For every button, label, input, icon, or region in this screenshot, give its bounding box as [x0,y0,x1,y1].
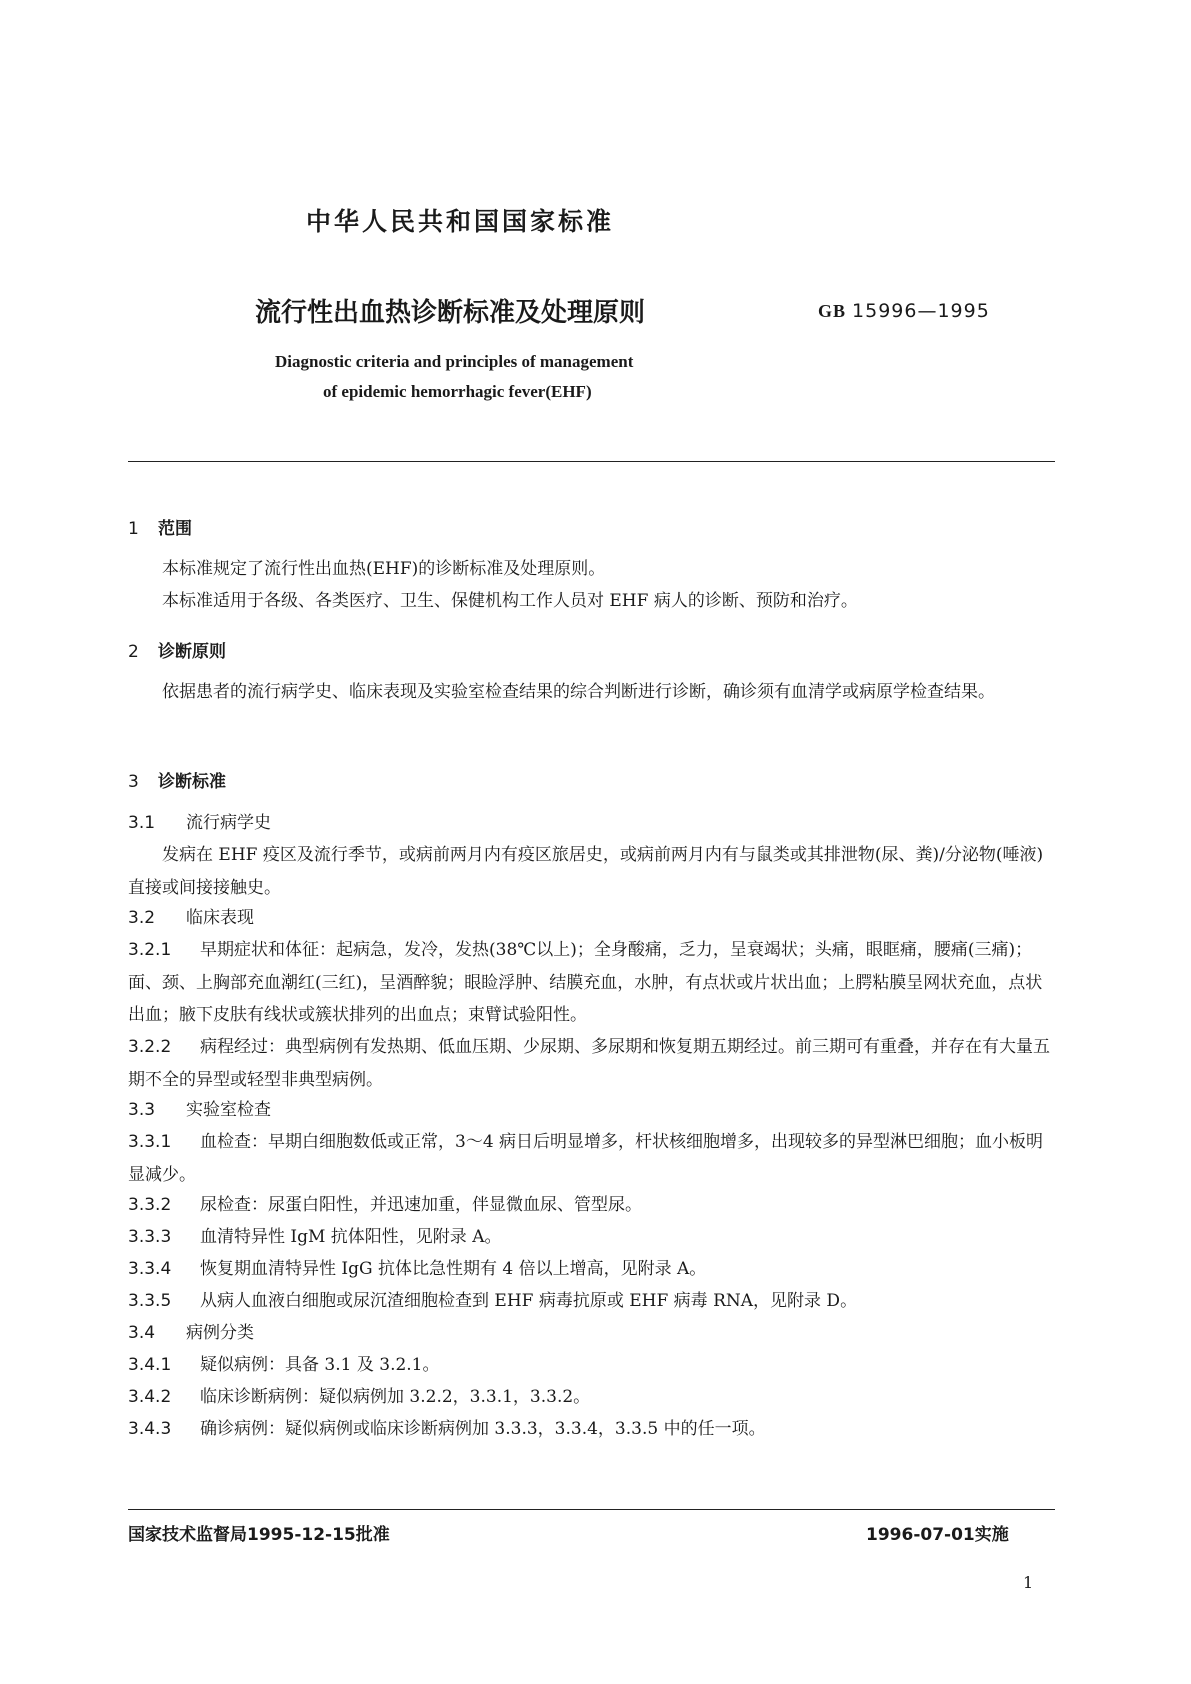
section-2-heading [128,637,226,662]
subsection-3-1-text: 发病在 EHF 疫区及流行季节，或病前两月内有疫区旅居史，或病前两月内有与鼠类或其排泄物(尿、粪)/分泌物(唾液)直接或间接接触史。 [128,845,1044,898]
english-title-line-2: of epidemic hemorrhagic fever(EHF) [323,382,592,401]
item-3-3-3 [128,1222,502,1247]
country-standard-heading: 中华人民共和国国家标准 [306,207,615,236]
item-text: 疑似病例：具备 3.1 及 3.2.1。 [200,1355,440,1375]
subsection-title: 实验室检查 [186,1100,271,1120]
item-number: 3.2.2 [128,1037,172,1057]
footer-divider [128,1509,1055,1510]
approval-date: 国家技术监督局1995-12-15批准 [128,1525,390,1545]
item-number: 3.3.2 [128,1195,172,1215]
subsection-number: 3.2 [128,908,156,928]
subsection-number: 3.4 [128,1323,156,1343]
item-text: 临床诊断病例：疑似病例加 3.2.2，3.3.1，3.3.2。 [200,1387,591,1407]
section-1-paragraph-1: 本标准规定了流行性出血热(EHF)的诊断标准及处理原则。 [162,559,606,579]
subsection-3-1 [128,808,271,833]
item-3-3-1 [128,1126,1058,1191]
standard-code-prefix: GB [818,301,847,321]
item-number: 3.3.1 [128,1132,172,1152]
section-1-paragraph-2: 本标准适用于各级、各类医疗、卫生、保健机构工作人员对 EHF 病人的诊断、预防和治疗。 [162,591,858,611]
item-text: 恢复期血清特异性 IgG 抗体比急性期有 4 倍以上增高，见附录 A。 [200,1259,707,1279]
section-title: 诊断原则 [158,642,226,662]
section-title: 诊断标准 [158,772,226,792]
item-text: 从病人血液白细胞或尿沉渣细胞检查到 EHF 病毒抗原或 EHF 病毒 RNA，见附录 D。 [200,1291,858,1311]
subsection-title: 病例分类 [186,1323,254,1343]
item-3-4-1 [128,1350,440,1375]
item-3-4-3 [128,1414,766,1439]
item-3-2-1 [128,934,1058,1032]
section-title: 范围 [158,519,192,539]
item-number: 3.4.3 [128,1419,172,1439]
standard-code-number: 15996—1995 [852,300,990,322]
item-text: 病程经过：典型病例有发热期、低血压期、少尿期、多尿期和恢复期五期经过。前三期可有重叠，并存在有大量五期不全的异型或轻型非典型病例。 [128,1037,1050,1090]
item-number: 3.4.2 [128,1387,172,1407]
item-3-2-2 [128,1031,1058,1096]
subsection-number: 3.3 [128,1100,156,1120]
subsection-3-4 [128,1318,254,1343]
item-3-3-4 [128,1254,706,1279]
item-number: 3.4.1 [128,1355,172,1375]
item-number: 3.3.4 [128,1259,172,1279]
item-number: 3.3.5 [128,1291,172,1311]
header-divider [128,461,1055,462]
item-text: 血检查：早期白细胞数低或正常，3～4 病日后明显增多，杆状核细胞增多，出现较多的异型淋巴细胞；血小板明显减少。 [128,1132,1044,1185]
section-number: 1 [128,519,139,539]
item-text: 早期症状和体征：起病急，发冷，发热(38℃以上)；全身酸痛，乏力，呈衰竭状；头痛，眼眶痛，腰痛(三痛)；面、颈、上胸部充血潮红(三红)，呈酒醉貌；眼睑浮肿、结膜充血，水肿，有点状或片状出血；上腭粘膜呈网状充血，点状出血；腋下皮肤有线状或簇状排列的出血点；束臂试验阳性。 [128,940,1043,1025]
section-3-heading [128,767,226,792]
section-number: 2 [128,642,139,662]
subsection-title: 临床表现 [186,908,254,928]
english-title-line-1: Diagnostic criteria and principles of management [275,352,634,371]
subsection-number: 3.1 [128,813,156,833]
item-number: 3.3.3 [128,1227,172,1247]
section-1-heading [128,514,192,539]
item-text: 血清特异性 IgM 抗体阳性，见附录 A。 [200,1227,502,1247]
item-text: 尿检查：尿蛋白阳性，并迅速加重，伴显微血尿、管型尿。 [200,1195,642,1215]
subsection-title: 流行病学史 [186,813,271,833]
item-number: 3.2.1 [128,940,172,960]
subsection-3-3 [128,1095,271,1120]
item-3-3-5 [128,1286,857,1311]
effective-date: 1996-07-01实施 [866,1525,1009,1545]
item-3-3-2 [128,1190,642,1215]
item-text: 确诊病例：疑似病例或临床诊断病例加 3.3.3，3.3.4，3.3.5 中的任一项。 [200,1419,766,1439]
section-2-paragraph: 依据患者的流行病学史、临床表现及实验室检查结果的综合判断进行诊断，确诊须有血清学或病原学检查结果。 [162,682,995,702]
subsection-3-2 [128,903,254,928]
document-title: 流行性出血热诊断标准及处理原则 [255,298,646,328]
page-number: 1 [1023,1573,1034,1592]
section-number: 3 [128,772,139,792]
item-3-4-2 [128,1382,590,1407]
standard-code [818,300,990,322]
